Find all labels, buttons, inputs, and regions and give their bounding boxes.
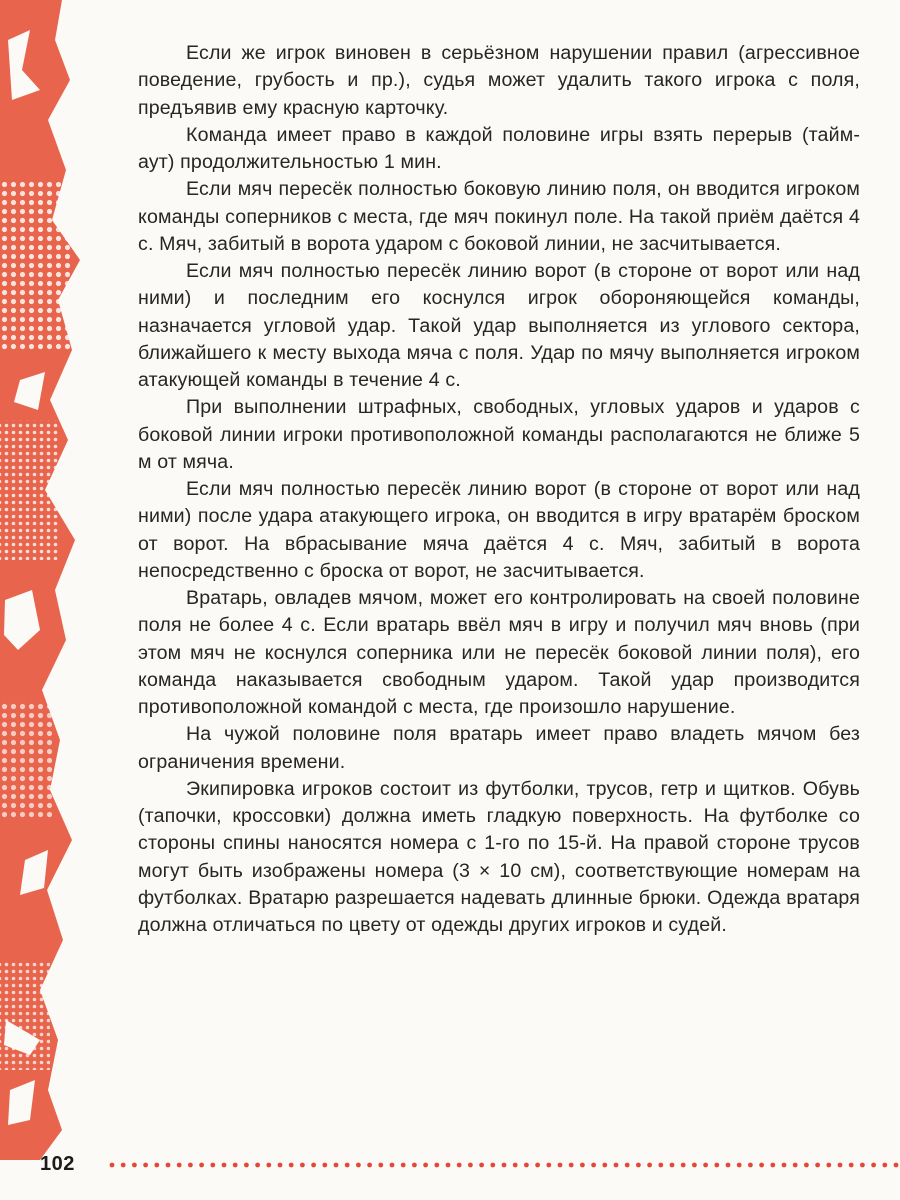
paragraph-opponent-half: На чужой половине поля вратарь имеет право владеть мячом без ограничения времени. — [138, 723, 860, 773]
paragraph-goal-throw: Если мяч полностью пересёк линию ворот (в стороне от ворот или над ними) после удара атакующего игрока, он вводится в игру вратарём броском от ворот. На вбрасывание мяча даётся 4 с. Мяч, забитый в ворота непосредственно с броска от ворот, не засчитывается. — [138, 478, 860, 582]
page-number: 102 — [40, 1153, 75, 1175]
paragraph-timeout: Команда имеет право в каждой половине игры взять перерыв (тайм-аут) продолжительностью 1 мин. — [138, 123, 860, 173]
paragraph-red-card: Если же игрок виновен в серьёзном нарушении правил (агрессивное поведение, грубость и пр.), судья может удалить такого игрока с поля, предъявив ему красную карточку. — [138, 42, 860, 119]
dotted-footer-rule — [108, 1160, 900, 1170]
decorative-margin-strip — [0, 0, 95, 1160]
paragraph-corner-kick: Если мяч полностью пересёк линию ворот (в стороне от ворот или над ними) и последним его коснулся игрок обороняющейся команды, назначается угловой удар. Такой удар выполняется из углового сектора, ближайшего к месту выхода мяча с поля. Удар по мячу выполняется игроком атакующей команды в течение 4 с. — [138, 260, 860, 391]
texture-pattern-image — [0, 0, 95, 1160]
paragraph-equipment: Экипировка игроков состоит из футболки, трусов, гетр и щитков. Обувь (тапочки, кроссовки) должна иметь гладкую поверхность. На футболке со стороны спины наносятся номера с 1-го по 15-й. На правой стороне трусов могут быть изображены номера (3 × 10 см), соответствующие номерам на футболках. Вратарю разрешается надевать длинные брюки. Одежда вратаря должна отличаться по цвету от одежды других игроков и судей. — [138, 777, 860, 936]
paragraph-goalkeeper-control: Вратарь, овладев мячом, может его контролировать на своей половине поля не более 4 с. Если вратарь ввёл мяч в игру и получил мяч вновь (при этом мяч не коснулся соперника или не пересёк боковой линии поля), его команда наказывается свободным ударом. Такой удар производится противоположной командой с места, где произошло нарушение. — [138, 587, 860, 718]
main-text — [138, 40, 860, 939]
paragraph-side-line: Если мяч пересёк полностью боковую линию поля, он вводится игроком команды соперников с места, где мяч покинул поле. На такой приём даётся 4 с. Мяч, забитый в ворота ударом с боковой линии, не засчитывается. — [138, 178, 860, 255]
paragraph-distance: При выполнении штрафных, свободных, угловых ударов и ударов с боковой линии игроки противоположной команды располагаются не ближе 5 м от мяча. — [138, 396, 860, 473]
